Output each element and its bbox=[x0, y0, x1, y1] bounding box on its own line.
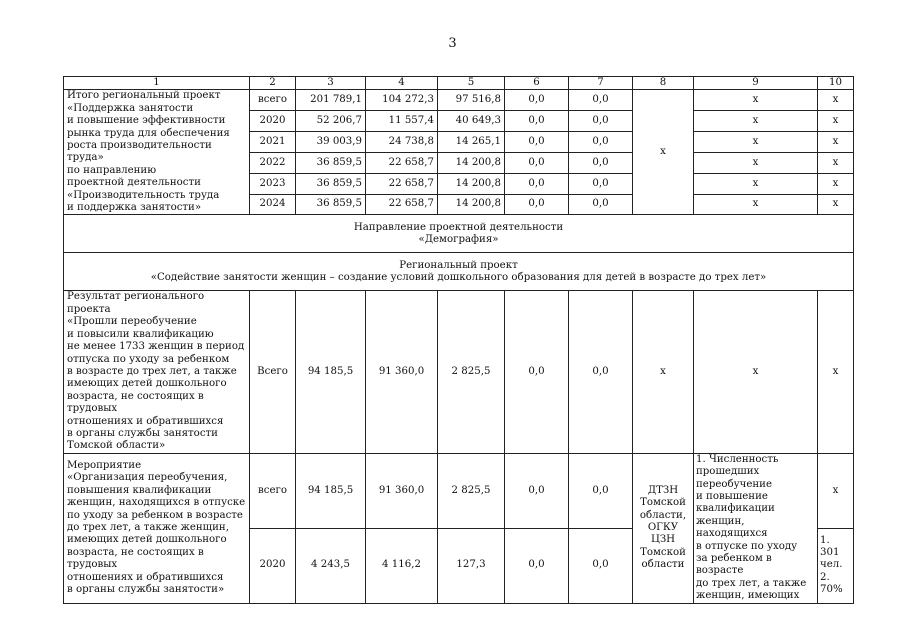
col-header: 2 bbox=[250, 77, 296, 90]
measure-label: Мероприятие «Организация переобучения, повышения квалификации женщин, находящихся в отпуске по уходу за ребенком в возрасте до трех лет, а также женщин, имеющих детей дошкольного возраста, не состоящих в трудовых отношениях и обратившихся в органы службы занятости» bbox=[64, 453, 250, 603]
target-cell: х bbox=[818, 194, 854, 215]
direction-heading: Направление проектной деятельности «Демография» bbox=[64, 215, 854, 253]
target-cell: х bbox=[818, 152, 854, 173]
page-number: 3 bbox=[448, 36, 457, 51]
value-cell: 0,0 bbox=[569, 453, 633, 528]
target-cell: х bbox=[818, 111, 854, 132]
value-cell: 39 003,9 bbox=[296, 132, 366, 153]
period-cell: всего bbox=[250, 90, 296, 111]
target-cell: х bbox=[818, 291, 854, 453]
target-cell: х bbox=[818, 173, 854, 194]
value-cell: 91 360,0 bbox=[366, 453, 438, 528]
col-header: 1 bbox=[64, 77, 250, 90]
period-cell: 2021 bbox=[250, 132, 296, 153]
executor-cell: ДТЗН Томской области, ОГКУ ЦЗН Томской области bbox=[633, 453, 694, 603]
value-cell: 0,0 bbox=[569, 111, 633, 132]
indicator-cell: х bbox=[694, 90, 818, 111]
indicator-cell: х bbox=[694, 194, 818, 215]
indicator-cell: х bbox=[694, 152, 818, 173]
period-cell: 2020 bbox=[250, 111, 296, 132]
indicator-cell: х bbox=[694, 111, 818, 132]
measure-row bbox=[64, 453, 854, 528]
target-cell: х bbox=[818, 132, 854, 153]
value-cell: 22 658,7 bbox=[366, 194, 438, 215]
value-cell: 22 658,7 bbox=[366, 152, 438, 173]
value-cell: 36 859,5 bbox=[296, 152, 366, 173]
indicator-cell: х bbox=[694, 132, 818, 153]
value-cell: 36 859,5 bbox=[296, 194, 366, 215]
direction-heading-row bbox=[64, 215, 854, 253]
value-cell: 11 557,4 bbox=[366, 111, 438, 132]
value-cell: 91 360,0 bbox=[366, 291, 438, 453]
period-cell: 2020 bbox=[250, 528, 296, 603]
value-cell: 36 859,5 bbox=[296, 173, 366, 194]
value-cell: 2 825,5 bbox=[438, 453, 505, 528]
target-cell: 1. 301 чел. 2. 70% bbox=[818, 528, 854, 603]
value-cell: 0,0 bbox=[569, 152, 633, 173]
value-cell: 14 200,8 bbox=[438, 173, 505, 194]
value-cell: 24 738,8 bbox=[366, 132, 438, 153]
value-cell: 0,0 bbox=[569, 132, 633, 153]
value-cell: 2 825,5 bbox=[438, 291, 505, 453]
total-project-label: Итого региональный проект «Поддержка занятости и повышение эффективности рынка труда для обеспечения роста производительности труда» по направлению проектной деятельности «Производительность труда и поддержка занятости» bbox=[64, 90, 250, 215]
col-header: 8 bbox=[633, 77, 694, 90]
col-header: 4 bbox=[366, 77, 438, 90]
period-cell: Всего bbox=[250, 291, 296, 453]
budget-table bbox=[63, 76, 854, 604]
col-header: 10 bbox=[818, 77, 854, 90]
col-header: 9 bbox=[694, 77, 818, 90]
regional-project-heading: Региональный проект «Содействие занятости женщин – создание условий дошкольного образования для детей в возрасте до трех лет» bbox=[64, 253, 854, 291]
value-cell: 40 649,3 bbox=[438, 111, 505, 132]
indicator-cell: 1. Численность прошедших переобучение и повышение квалификации женщин, находящихся в отпуске по уходу за ребенком в возрасте до трех лет, а также женщин, имеющих bbox=[694, 453, 818, 603]
col-header: 7 bbox=[569, 77, 633, 90]
value-cell: 0,0 bbox=[505, 453, 569, 528]
value-cell: 201 789,1 bbox=[296, 90, 366, 111]
executor-cell: х bbox=[633, 90, 694, 215]
value-cell: 14 265,1 bbox=[438, 132, 505, 153]
value-cell: 14 200,8 bbox=[438, 152, 505, 173]
value-cell: 52 206,7 bbox=[296, 111, 366, 132]
value-cell: 0,0 bbox=[505, 291, 569, 453]
target-cell: х bbox=[818, 90, 854, 111]
value-cell: 0,0 bbox=[505, 173, 569, 194]
value-cell: 0,0 bbox=[505, 152, 569, 173]
value-cell: 104 272,3 bbox=[366, 90, 438, 111]
column-number-row bbox=[64, 77, 854, 90]
value-cell: 97 516,8 bbox=[438, 90, 505, 111]
col-header: 3 bbox=[296, 77, 366, 90]
indicator-cell: х bbox=[694, 291, 818, 453]
col-header: 5 bbox=[438, 77, 505, 90]
value-cell: 127,3 bbox=[438, 528, 505, 603]
indicator-cell: х bbox=[694, 173, 818, 194]
value-cell: 0,0 bbox=[569, 291, 633, 453]
regional-project-heading-row bbox=[64, 253, 854, 291]
period-cell: 2024 bbox=[250, 194, 296, 215]
value-cell: 0,0 bbox=[569, 90, 633, 111]
target-cell: х bbox=[818, 453, 854, 528]
period-cell: всего bbox=[250, 453, 296, 528]
period-cell: 2023 bbox=[250, 173, 296, 194]
value-cell: 0,0 bbox=[569, 194, 633, 215]
value-cell: 94 185,5 bbox=[296, 453, 366, 528]
result-label: Результат регионального проекта «Прошли переобучение и повысили квалификацию не менее 1733 женщин в период отпуска по уходу за ребенком в возрасте до трех лет, а также имеющих детей дошкольного возраста, не состоящих в трудовых отношениях и обратившихся в органы службы занятости Томской области» bbox=[64, 291, 250, 453]
value-cell: 14 200,8 bbox=[438, 194, 505, 215]
value-cell: 0,0 bbox=[505, 528, 569, 603]
value-cell: 0,0 bbox=[505, 111, 569, 132]
value-cell: 0,0 bbox=[569, 528, 633, 603]
period-cell: 2022 bbox=[250, 152, 296, 173]
result-row bbox=[64, 291, 854, 453]
value-cell: 4 116,2 bbox=[366, 528, 438, 603]
value-cell: 94 185,5 bbox=[296, 291, 366, 453]
value-cell: 22 658,7 bbox=[366, 173, 438, 194]
value-cell: 4 243,5 bbox=[296, 528, 366, 603]
value-cell: 0,0 bbox=[505, 194, 569, 215]
value-cell: 0,0 bbox=[505, 90, 569, 111]
table-row bbox=[64, 90, 854, 111]
col-header: 6 bbox=[505, 77, 569, 90]
value-cell: 0,0 bbox=[569, 173, 633, 194]
value-cell: 0,0 bbox=[505, 132, 569, 153]
executor-cell: х bbox=[633, 291, 694, 453]
